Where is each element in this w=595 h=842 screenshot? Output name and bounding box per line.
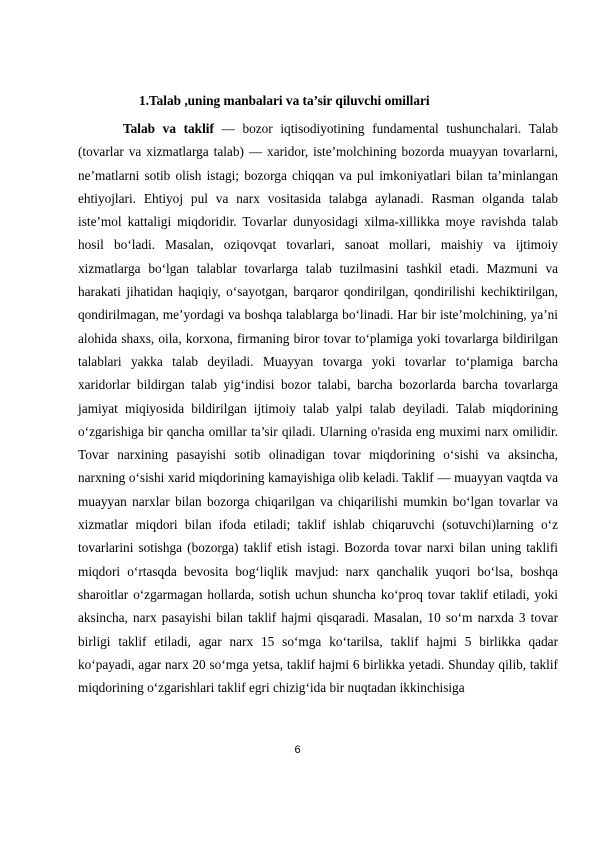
body-text [78,117,558,699]
body-paragraph [78,117,558,699]
section-heading: 1.Talab ,uning manbalari va ta’sir qiluvchi omillari [139,93,430,108]
page-number: 6 [294,744,301,756]
paragraph-text: — bozor iqtisodiyotining fundamental tushunchalari. Talab (tovarlar va xizmatlarga talab) — xaridor, iste’molchining bozorda muayyan tovarlarni, ne’matlarni sotib olish istagi; bozorga chiqqan va pul imkoniyatlari bilan ta’minlangan ehtiyojlari. Ehtiyoj pul va narx vositasida talabga aylanadi. Rasman olganda talab iste’mol kattaligi miqdoridir. Tovarlar dunyosidagi xilma-xillikka moye ravishda talab hosil bo‘ladi. Masalan, oziqovqat tovarlari, sanoat mollari, maishiy va ijtimoiy xizmatlarga bo‘lgan talablar tovarlarga talab tuzilmasini tashkil etadi. Mazmuni va harakati jihatidan haqiqiy, o‘sayotgan, barqaror qondirilgan, qondirilishi kechiktirilgan, qondirilmagan, me’yordagi va boshqa talablarga bo‘linadi. Har bir iste’molchining, ya’ni alohida shaxs, oila, korxona, firmaning biror tovar to‘plamiga yoki tovarlarga bildirilgan talablari yakka talab deyiladi. Muayyan tovarga yoki tovarlar to‘plamiga barcha xaridorlar bildirgan talab yig‘indisi bozor talabi, barcha bozorlarda barcha tovarlarga jamiyat miqiyosida bildirilgan ijtimoiy talab yalpi talab deyiladi. Talab miqdorining o‘zgarishiga bir qancha omillar ta’sir qiladi. Ularning o'rasida eng muximi narx omilidir. Tovar narxining pasayishi sotib olinadigan tovar miqdorining o‘sishi va aksincha, narxning o‘sishi xarid miqdorining kamayishiga olib keladi. Taklif — muayyan vaqtda va muayyan narxlar bilan bozorga chiqarilgan va chiqarilishi mumkin bo‘lgan tovarlar va xizmatlar miqdori bilan ifoda etiladi; taklif ishlab chiqaruvchi (sotuvchi)larning o‘z tovarlarini sotishga (bozorga) taklif etish istagi. Bozorda tovar narxi bilan uning taklifi miqdori o‘rtasqda bevosita bog‘liqlik mavjud: narx qanchalik yuqori bo‘lsa, boshqa sharoitlar o‘zgarmagan hollarda, sotish uchun shuncha ko‘proq tovar taklif etiladi, yoki aksincha, narx pasayishi bilan taklif hajmi qisqaradi. Masalan, 10 so‘m narxda 3 tovar birligi taklif etiladi, agar narx 15 so‘mga ko‘tarilsa, taklif hajmi 5 birlikka qadar ko‘payadi, agar narx 20 so‘mga yetsa, taklif hajmi 6 birlikka yetadi. Shunday qilib, taklif miqdorining o‘zgarishlari taklif egri chizig‘ida bir nuqtadan ikkinchisiga [78,121,558,696]
term-talab-va-taklif: Talab va taklif [123,121,214,136]
